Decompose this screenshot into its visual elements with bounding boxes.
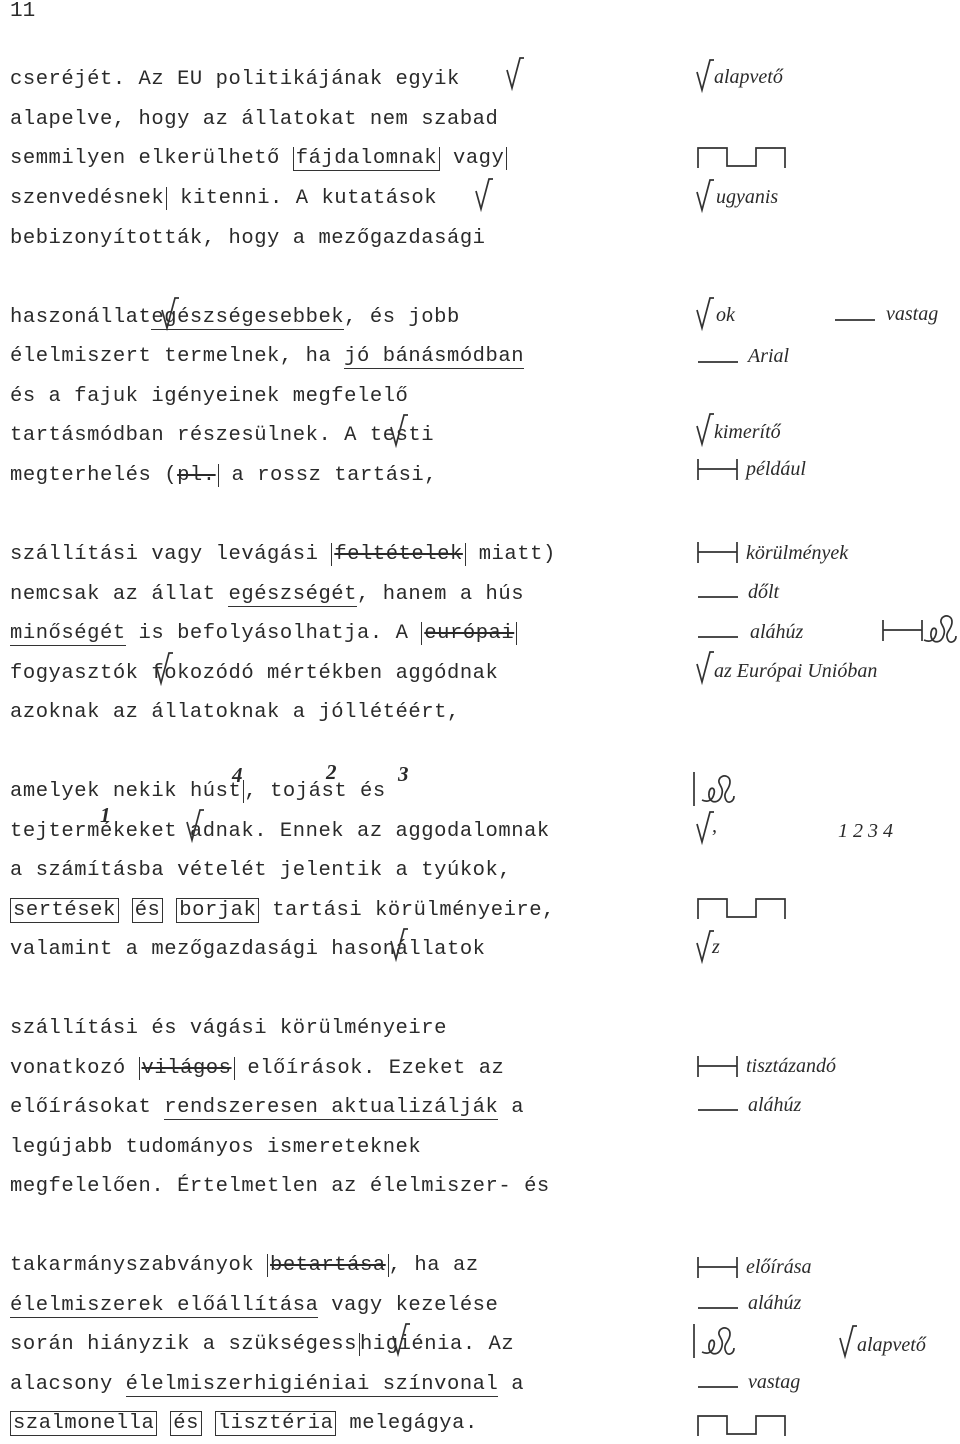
text-line: [10, 899, 555, 922]
text-run: [119, 899, 132, 922]
text-run: valamint a mezőgazdasági has: [10, 938, 370, 961]
text-line: [10, 187, 437, 210]
underlined-text: rendszeresen aktualizálják: [164, 1096, 499, 1119]
page-number: 11: [10, 0, 36, 23]
transpose-mark-icon: [697, 1414, 789, 1438]
text-run: tartásmódban részesülnek. A: [10, 424, 370, 447]
text-run: tartási körülményeire,: [259, 899, 555, 922]
deleted-word: betartása: [267, 1254, 389, 1277]
margin-note: alapvető: [714, 66, 783, 88]
separator-mark-icon: [692, 1324, 696, 1360]
text-run: , ha az: [388, 1254, 479, 1277]
underline-mark-icon: [698, 1108, 740, 1112]
text-line: a számításba vételét jelentik a tyúkok,: [10, 859, 512, 882]
margin-note: körülmények: [746, 542, 849, 564]
text-run: során hiányzik a szükséges: [10, 1333, 345, 1356]
bracketed-word: húst: [190, 780, 244, 803]
delete-mark-icon: [922, 614, 958, 648]
delete-mark-icon: [700, 774, 736, 808]
text-line: [10, 1294, 498, 1317]
underlined-text: egészségesebbek: [151, 306, 345, 329]
text-run: , hanem a hús: [357, 583, 525, 606]
replace-mark-icon: [697, 1256, 739, 1280]
insert-mark-icon: [838, 1324, 858, 1358]
transpose-mark-icon: [697, 146, 789, 170]
text-run: [202, 1412, 215, 1435]
insert-mark-icon: [185, 808, 205, 842]
insert-mark-icon: [160, 296, 180, 330]
text-run: [157, 1412, 170, 1435]
margin-note: 1 2 3 4: [838, 820, 893, 842]
underlined-text: minőségét: [10, 622, 126, 645]
text-line: [10, 543, 556, 566]
text-run: melegágya.: [336, 1412, 478, 1435]
text-line: és a fajuk igényeinek megfelelő: [10, 385, 409, 408]
order-number: 4: [232, 763, 243, 787]
text-run: miatt): [465, 543, 556, 566]
underlined-text: egészségét: [228, 583, 358, 606]
text-run: testi: [369, 424, 435, 447]
insert-mark-icon: [389, 413, 409, 447]
margin-note: például: [746, 458, 806, 480]
margin-note: aláhúz: [750, 621, 804, 643]
text-run: előírások. Ezeket az: [234, 1057, 505, 1080]
text-line: [10, 1057, 504, 1080]
text-run: nemcsak az állat: [10, 583, 229, 606]
underlined-text: élelmiszerhigiéniai színvonal: [125, 1373, 499, 1396]
boxed-word: sertések: [10, 898, 119, 923]
deleted-word: európai: [421, 622, 517, 645]
text-line: legújabb tudományos ismereteknek: [10, 1136, 422, 1159]
text-line: [10, 1373, 524, 1396]
text-line: [10, 1254, 479, 1277]
margin-note: Arial: [748, 345, 790, 367]
insert-mark-icon: [154, 651, 174, 685]
insert-mark-icon: [505, 56, 525, 90]
underline-mark-icon: [698, 635, 740, 639]
underline-mark-icon: [698, 595, 740, 599]
text-run: haszonállat: [10, 306, 152, 329]
text-line: [10, 464, 437, 487]
text-run: tejtermékeket: [10, 820, 178, 843]
text-line: [10, 306, 460, 329]
marked-letter: s: [344, 1333, 360, 1356]
text-run: adnak. Ennek az aggodalomnak: [177, 820, 550, 843]
text-line: [10, 780, 386, 803]
bracketed-word: szenvedésnek: [10, 187, 167, 210]
underlined-text: jó bánásmódban: [344, 345, 525, 368]
text-run: is befolyásolhatja. A: [125, 622, 422, 645]
insert-mark-icon: [695, 296, 715, 330]
text-run: fogyasztók: [10, 662, 152, 685]
text-run: onállatok: [369, 938, 486, 961]
text-run: amelyek nekik: [10, 780, 190, 803]
text-run: vagy kezelése: [318, 1294, 499, 1317]
insert-mark-icon: [695, 650, 715, 684]
margin-note: ugyanis: [716, 186, 779, 208]
margin-note: z: [712, 936, 720, 958]
underlined-text: élelmiszerek előállítása: [10, 1294, 319, 1317]
replace-mark-icon: [697, 458, 739, 482]
margin-note: ok: [716, 304, 735, 326]
transpose-mark-icon: [697, 897, 789, 921]
text-run: , és jobb: [344, 306, 460, 329]
insert-mark-icon: [695, 58, 715, 92]
order-number: 3: [398, 762, 409, 786]
text-run: a: [498, 1096, 525, 1119]
text-line: [10, 345, 524, 368]
boxed-word: lisztéria: [215, 1411, 337, 1436]
margin-note: aláhúz: [748, 1292, 802, 1314]
margin-note: kimerítő: [714, 421, 781, 443]
text-line: [10, 820, 550, 843]
text-run: kitenni. A kutatások: [167, 187, 438, 210]
underline-mark-icon: [698, 360, 740, 364]
text-line: szállítási és vágási körülményeire: [10, 1017, 447, 1040]
underline-mark-icon: [835, 318, 877, 322]
text-run: semmilyen elkerülhető: [10, 147, 293, 170]
text-run: , tojást és: [244, 780, 386, 803]
deleted-word: világos: [139, 1057, 235, 1080]
insert-mark-icon: [695, 412, 715, 446]
insert-mark-icon: [695, 178, 715, 212]
text-line: [10, 147, 507, 170]
separator-mark-icon: [692, 772, 696, 808]
text-run: takarmányszabványok: [10, 1254, 268, 1277]
text-line: alapelve, hogy az állatokat nem szabad: [10, 108, 499, 131]
text-run: előírásokat: [10, 1096, 165, 1119]
insert-mark-icon: [391, 1322, 411, 1356]
delete-mark-icon: [700, 1326, 736, 1360]
margin-note: az Európai Unióban: [714, 660, 878, 682]
text-run: fokozódó mértékben aggódnak: [151, 662, 499, 685]
bracketed-word: vagy: [440, 147, 507, 170]
deleted-word: feltételek: [331, 543, 466, 566]
insert-mark-icon: [389, 927, 409, 961]
boxed-word: borjak: [176, 898, 259, 923]
text-line: [10, 1096, 524, 1119]
text-run: alacsony: [10, 1373, 126, 1396]
text-line: [10, 1412, 478, 1435]
margin-note: tisztázandó: [746, 1055, 837, 1077]
underline-mark-icon: [698, 1385, 740, 1389]
text-run: a rossz tartási,: [218, 464, 438, 487]
text-line: [10, 583, 524, 606]
text-line: megfelelően. Értelmetlen az élelmiszer- és: [10, 1175, 550, 1198]
text-run: higiénia. Az: [360, 1333, 515, 1356]
margin-note: dőlt: [748, 581, 780, 603]
boxed-word: és: [132, 898, 164, 923]
text-line: [10, 662, 498, 685]
margin-note: előírása: [746, 1256, 812, 1278]
text-line: azoknak az állatoknak a jóllétéért,: [10, 701, 460, 724]
replace-mark-icon: [697, 541, 739, 565]
replace-mark-icon: [882, 619, 924, 643]
text-line: cseréjét. Az EU politikájának egyik: [10, 68, 460, 91]
text-run: élelmiszert termelnek, ha: [10, 345, 345, 368]
margin-note: vastag: [886, 303, 939, 325]
text-line: [10, 424, 434, 447]
margin-note: aláhúz: [748, 1094, 802, 1116]
text-line: [10, 1333, 514, 1356]
order-number: 1: [100, 803, 111, 827]
margin-note: alapvető: [857, 1334, 926, 1356]
struck-text: pl.: [177, 464, 219, 487]
text-run: [163, 899, 176, 922]
text-run: vonatkozó: [10, 1057, 139, 1080]
underline-mark-icon: [698, 1306, 740, 1310]
insert-mark-icon: [474, 177, 494, 211]
text-line: [10, 622, 517, 645]
replace-mark-icon: [697, 1055, 739, 1079]
text-run: szállítási vagy levágási: [10, 543, 332, 566]
text-line: bebizonyították, hogy a mezőgazdasági: [10, 227, 486, 250]
text-run: a: [498, 1373, 525, 1396]
boxed-word: szalmonella: [10, 1411, 157, 1436]
text-run: megterhelés (: [10, 464, 178, 487]
text-line: [10, 938, 486, 961]
margin-note: vastag: [748, 1371, 801, 1393]
boxed-word: és: [170, 1411, 202, 1436]
margin-note: ,: [712, 815, 717, 837]
order-number: 2: [326, 760, 337, 784]
bracketed-word: fájdalomnak: [293, 147, 440, 171]
